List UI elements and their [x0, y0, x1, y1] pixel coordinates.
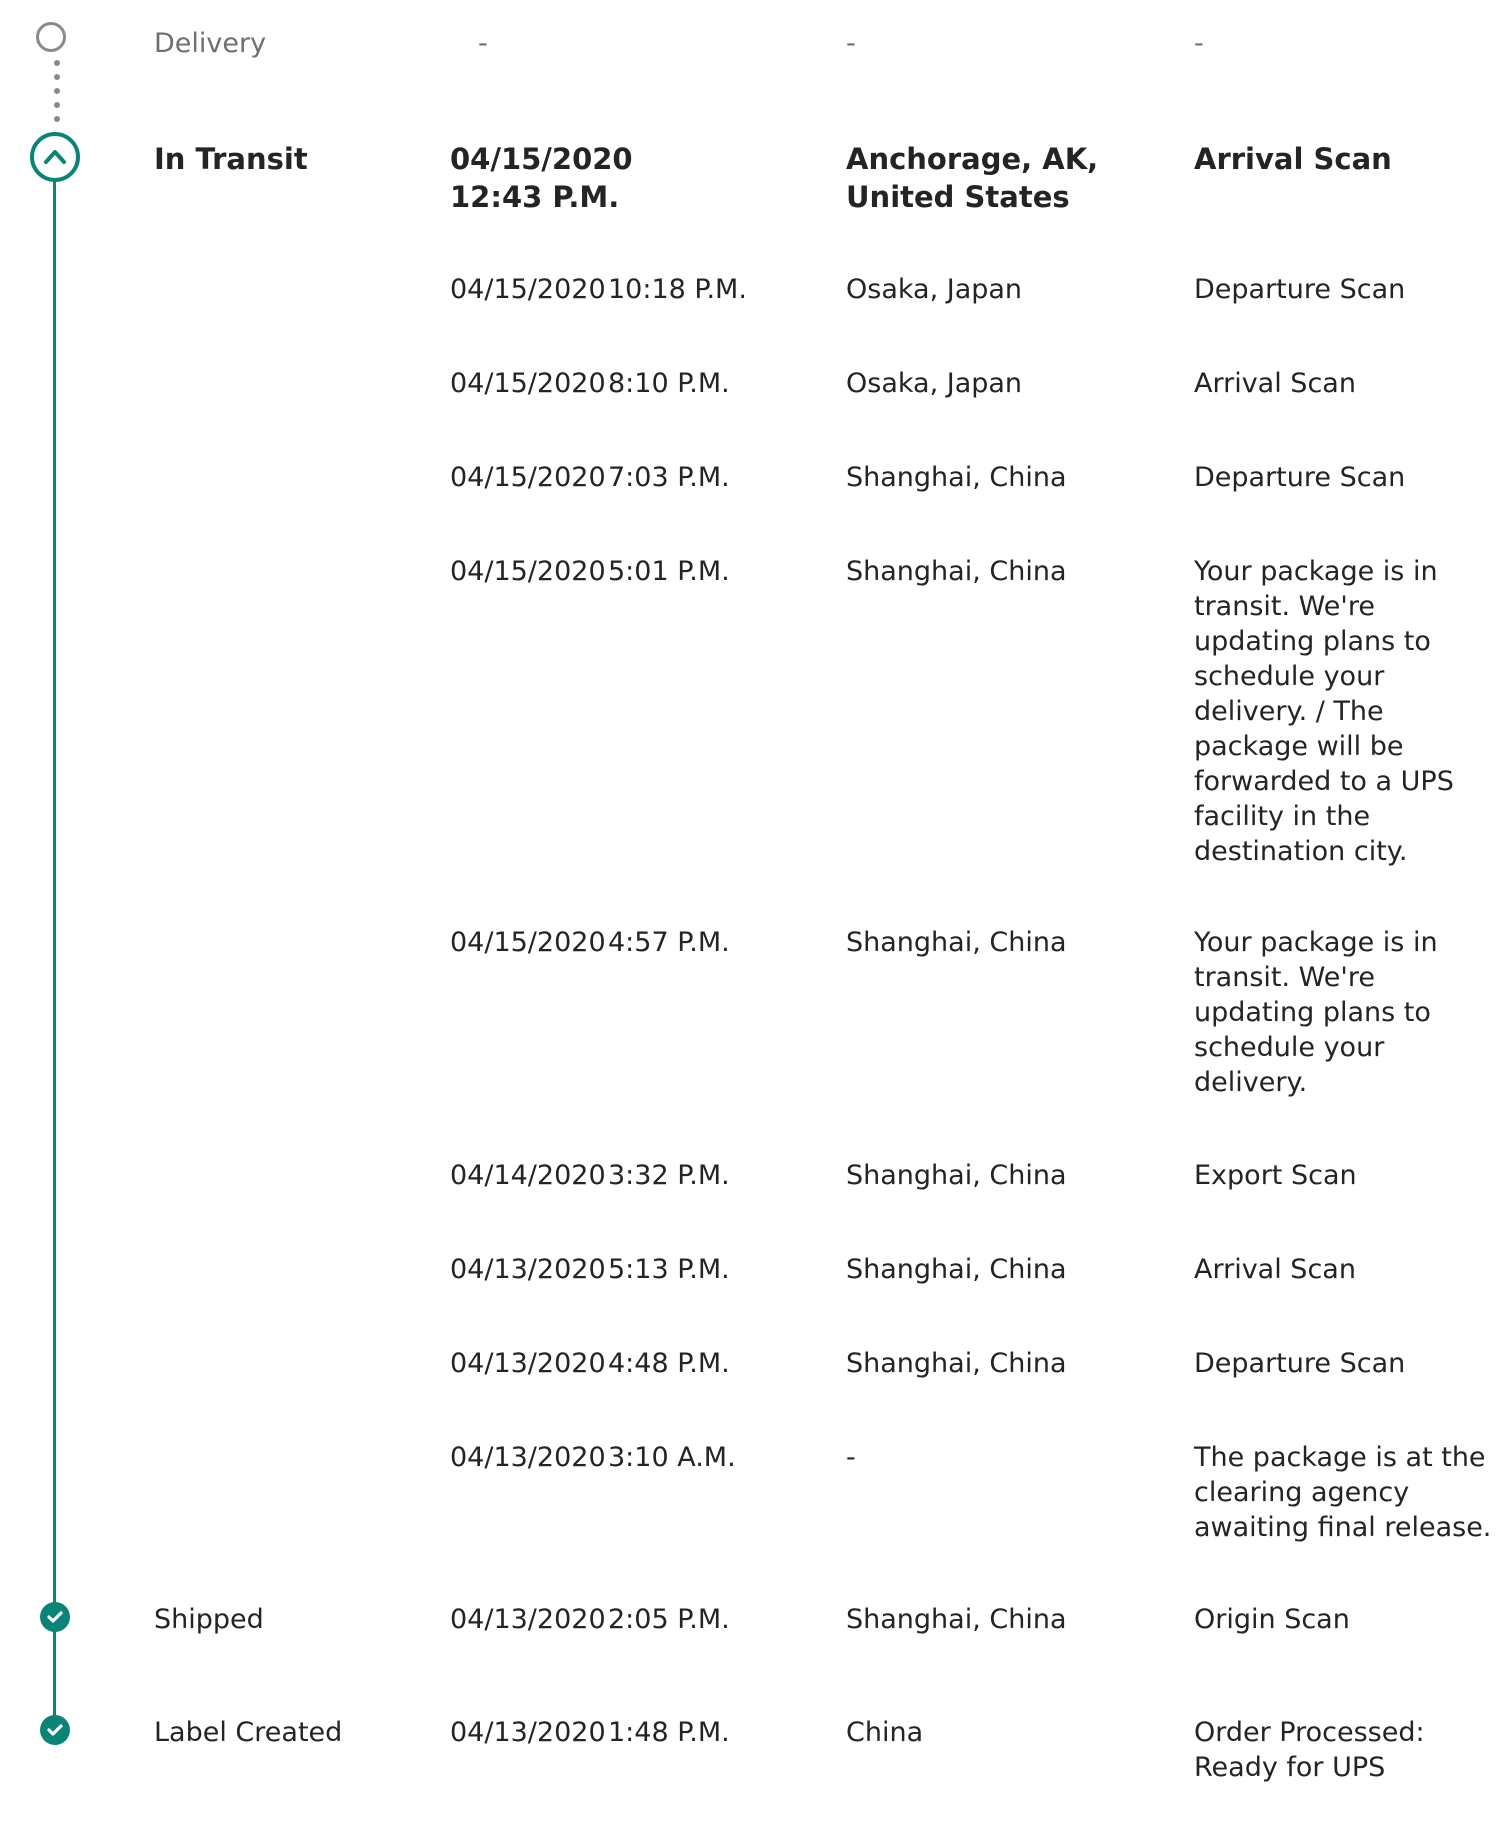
timeline-line — [53, 180, 56, 1730]
event-activity: Departure Scan — [1194, 462, 1406, 493]
event-activity: Your package is in transit. We're updating plans to schedule your delivery. / The package will be forwarded to a UPS facility in the destination city. — [1194, 556, 1454, 867]
chevron-up-circle-icon[interactable] — [30, 132, 80, 182]
event-datetime: 04/13/20201:48 P.M. — [450, 1717, 730, 1748]
event-location: Osaka, Japan — [846, 274, 1023, 305]
check-circle-icon — [40, 1715, 70, 1745]
check-circle-icon — [40, 1602, 70, 1632]
milestone-status: Label Created — [154, 1717, 343, 1748]
event-activity: The package is at the clearing agency awaiting final release. — [1194, 1442, 1492, 1543]
milestone-status: Shipped — [154, 1604, 264, 1635]
milestone-activity: - — [1194, 28, 1204, 59]
dotted-connector-dot — [54, 74, 60, 80]
event-location: Shanghai, China — [846, 1348, 1067, 1379]
event-activity: Order Processed: Ready for UPS — [1194, 1717, 1425, 1783]
event-activity: Arrival Scan — [1194, 368, 1356, 399]
event-location: - — [846, 1442, 856, 1473]
dotted-connector-dot — [54, 60, 60, 66]
event-location: Shanghai, China — [846, 927, 1067, 958]
dotted-connector-dot — [54, 102, 60, 108]
event-location: Shanghai, China — [846, 556, 1067, 587]
milestone-activity: Arrival Scan — [1194, 142, 1392, 176]
event-datetime: 04/15/20205:01 P.M. — [450, 556, 730, 587]
event-location: Shanghai, China — [846, 1254, 1067, 1285]
event-activity: Origin Scan — [1194, 1604, 1350, 1635]
event-activity: Departure Scan — [1194, 274, 1406, 305]
event-location: Osaka, Japan — [846, 368, 1023, 399]
dotted-connector-dot — [54, 116, 60, 122]
milestone-status: Delivery — [154, 28, 267, 59]
event-activity: Export Scan — [1194, 1160, 1357, 1191]
event-datetime: 04/14/20203:32 P.M. — [450, 1160, 730, 1191]
milestone-location: Anchorage, AK, United States — [846, 142, 1099, 214]
milestone-date: 04/15/2020 12:43 P.M. — [450, 142, 633, 214]
event-location: Shanghai, China — [846, 1160, 1067, 1191]
event-location: Shanghai, China — [846, 462, 1067, 493]
milestone-status: In Transit — [154, 142, 308, 176]
event-activity: Your package is in transit. We're updating plans to schedule your delivery. — [1194, 927, 1438, 1098]
event-activity: Arrival Scan — [1194, 1254, 1356, 1285]
milestone-location: - — [846, 28, 856, 59]
event-location: Shanghai, China — [846, 1604, 1067, 1635]
event-datetime: 04/13/20203:10 A.M. — [450, 1442, 736, 1473]
event-datetime: 04/13/20204:48 P.M. — [450, 1348, 730, 1379]
event-datetime: 04/13/20202:05 P.M. — [450, 1604, 730, 1635]
dotted-connector-dot — [54, 88, 60, 94]
event-datetime: 04/15/20208:10 P.M. — [450, 368, 730, 399]
event-location: China — [846, 1717, 924, 1748]
event-datetime: 04/15/20207:03 P.M. — [450, 462, 730, 493]
event-datetime: 04/15/202010:18 P.M. — [450, 274, 747, 305]
empty-circle-icon — [36, 22, 66, 52]
milestone-date: - — [478, 28, 488, 59]
event-datetime: 04/15/20204:57 P.M. — [450, 927, 730, 958]
event-datetime: 04/13/20205:13 P.M. — [450, 1254, 730, 1285]
event-activity: Departure Scan — [1194, 1348, 1406, 1379]
